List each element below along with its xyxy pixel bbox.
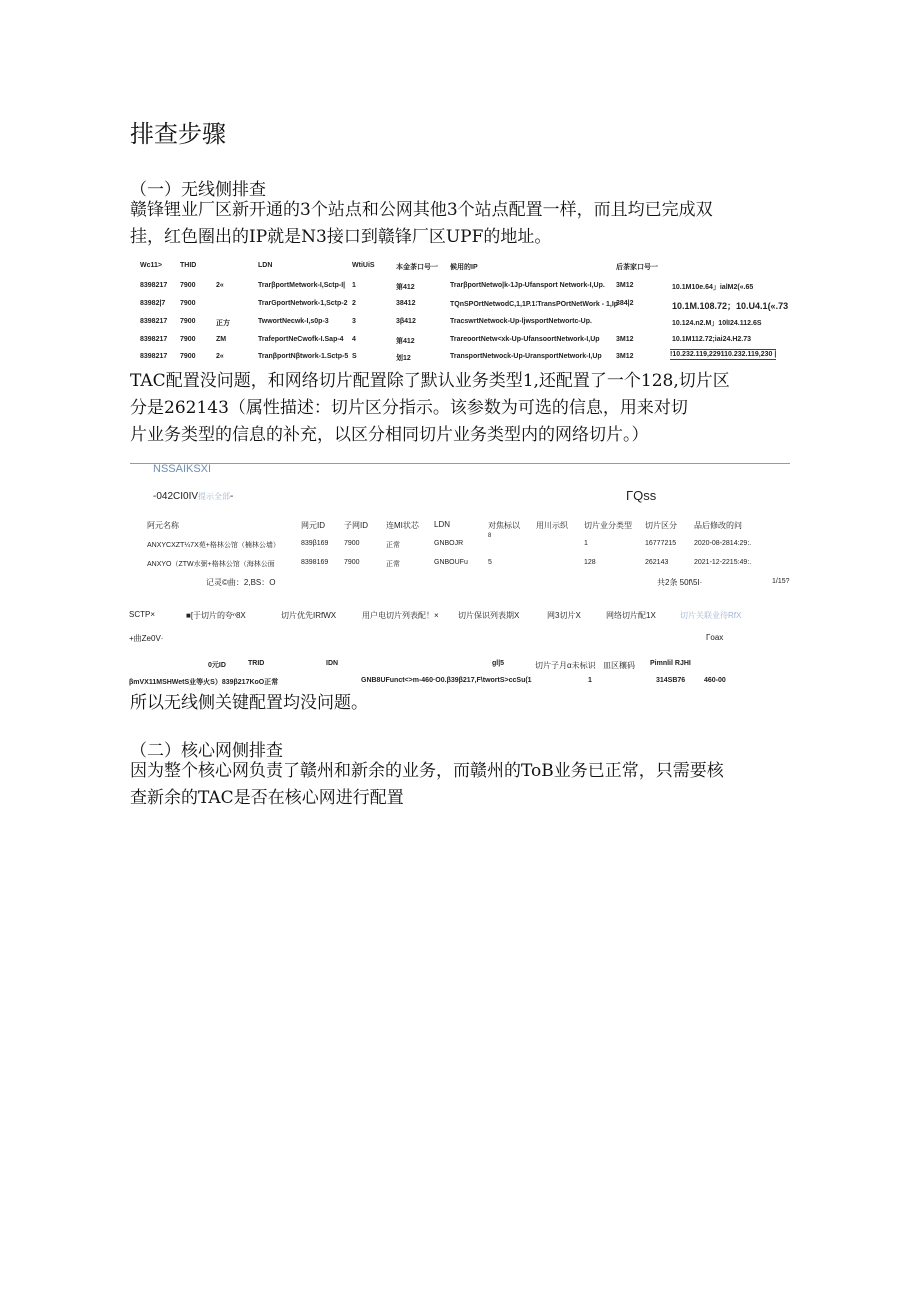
sub-table-header: 皿区穰码 [603, 661, 635, 670]
table-cell: 2« [216, 282, 224, 289]
conclusion-line: 所以无线侧关键配置均没问题。 [130, 693, 368, 713]
tab-user-slice-list[interactable]: 用户电切片列表配！× [362, 611, 439, 620]
table-cell: 8398217 [140, 336, 168, 343]
table-header: Wc11> [140, 262, 162, 269]
table-cell: 第412 [396, 338, 415, 345]
table-cell: 839β169 [301, 540, 329, 547]
table-cell: 正常 [386, 542, 400, 549]
table-cell: 2021-12-2215:49:. [694, 559, 752, 566]
table-cell: 7900 [180, 336, 196, 343]
table-cell: TransportNetwock-Up-UransportNetwork-I,Up [450, 353, 602, 360]
table-row-name[interactable]: ANXYO（ZTW水弼+格林公馆（海林公面 [147, 561, 275, 568]
tab-net-slice[interactable]: 网3切片X [547, 611, 581, 620]
section-2-paragraph [130, 758, 800, 812]
table-cell: TranβportNβtwork-1.Sctp-5 [258, 353, 349, 360]
table-cell: 7900 [344, 559, 360, 566]
table-cell: 第412 [396, 284, 415, 291]
paragraph-line: 分是262143（属性描述：切片区分指示。该参数为可选的信息，用来对切 [130, 398, 688, 418]
table-cell: 10.124.n2.M」10lI24.112.6S [672, 320, 762, 327]
panel-toolbar-add[interactable]: +曲Ze0V· [129, 634, 164, 643]
station-config-table [140, 258, 790, 368]
table-cell: TwwortNecwk-I,s0p-3 [258, 318, 329, 325]
table-cell: 10.1M10e.64」ialM2(«.65 [672, 284, 754, 291]
table-header: 后茶家口号一 [616, 264, 658, 271]
table-cell: TrarβportNetwo|k-1Jp-Ufansport Network-I,Up. [450, 282, 605, 289]
table-cell: TQnSPOrtNetwodC,1,1P.1∶TransPOrtNetWork - 1,Ip [450, 301, 619, 308]
table-cell: 7900 [180, 318, 196, 325]
sub-table-header: gl|5 [492, 660, 505, 667]
table-cell: GNBOUFu [434, 559, 468, 566]
table-cell: 8398217 [140, 353, 168, 360]
table-cell: 2020-08-2814:29:. [694, 540, 752, 547]
table-cell: 384|2 [616, 300, 634, 307]
tab-slice-id-list[interactable]: 切片保识列表期X [458, 611, 520, 620]
panel-table-header: 用川示织 [536, 521, 568, 530]
section-1-title: （一）无线侧排查 [130, 180, 266, 200]
sub-table-header: 0元ID [208, 662, 226, 669]
panel-table-header: 网元ID [301, 521, 325, 530]
section-1-paragraph [130, 197, 800, 251]
table-cell: 划12 [396, 355, 411, 362]
table-cell: TrarGportNetwork-1,Sctp-2 [258, 300, 348, 307]
table-cell: GNBOJR [434, 540, 464, 547]
table-cell: 16777215 [645, 540, 677, 547]
table-cell: 2 [352, 300, 356, 307]
paragraph-line: TAC配置没问题，和网络切片配置除了默认业务类型1,还配置了一个128,切片区 [130, 371, 730, 391]
panel-subtitle-prefix: -042CI0IV [153, 491, 199, 502]
table-cell: 5 [488, 559, 492, 566]
table-cell: TracswrtNetwock-Up-ljwsportNetwortc-Up. [450, 318, 592, 325]
table-cell: S [352, 353, 357, 360]
table-header: 候用的IP [450, 264, 478, 271]
table-cell: TrarβportMetwork-I,Sctp-I| [258, 282, 346, 289]
table-cell: 10.1M.108.72；10.U4.1(«.73 [672, 301, 789, 311]
panel-footer-record: 记灵©曲：2,BS：O [206, 578, 276, 587]
sub-table-header: 切片子月α未标识 [535, 661, 596, 670]
table-cell: TrafeportNeCwofk-I.Sap-4 [258, 336, 344, 343]
table-cell: 1 [352, 282, 356, 289]
panel-subtitle [153, 491, 233, 502]
table-cell: !10.232.119,229110.232.119,230 | [670, 351, 777, 358]
table-cell: 262143 [645, 559, 669, 566]
slice-config-paragraph [130, 368, 800, 449]
panel-top-rule [130, 463, 790, 464]
panel-table-header: 子网ID [344, 521, 368, 530]
table-cell: 8398217 [140, 282, 168, 289]
page-heading: 排查步骤 [130, 120, 226, 148]
table-cell: 8398217 [140, 318, 168, 325]
panel-table-header: 对焦标以 [488, 521, 520, 530]
table-cell: 128 [584, 559, 596, 566]
sub-table-cell: 314SB76 [656, 677, 686, 684]
paragraph-line: 赣锋锂业厂区新开通的3个站点和公网其他3个站点配置一样，而且均已完成双 [130, 200, 713, 220]
table-cell: 3 [352, 318, 356, 325]
table-cell: 4 [352, 336, 356, 343]
table-cell: 7900 [180, 353, 196, 360]
panel-table-header-extra: 8 [488, 533, 492, 539]
tab-net-slice-config[interactable]: 网络切片配1X [606, 611, 656, 620]
panel-title: NSSAIKSXI [153, 463, 212, 475]
tab-slice-related[interactable]: ■[于切片的夸ⁿ8X [186, 611, 246, 620]
table-header: LDN [258, 262, 273, 269]
sub-table-header: Pimnlil RJHI [650, 660, 691, 667]
paragraph-line: 片业务类型的信息的补充，以区分相同切片业务类型内的网络切片。） [130, 425, 649, 445]
panel-subtitle-suffix: - [230, 491, 234, 502]
table-cell: 3β412 [396, 318, 416, 325]
pagination-summary: 共2条 50f\5I· [657, 578, 703, 587]
panel-table-header: 切片业分类型 [584, 521, 632, 530]
sub-table-header: TRID [248, 660, 265, 667]
panel-table-header: 阿元名称 [147, 521, 179, 530]
panel-toolbar-right[interactable]: Γoax [706, 633, 724, 642]
table-cell: 正方 [216, 320, 230, 327]
paragraph-line: 挂，红色圈出的IP就是N3接口到赣锋厂区UPF的地址。 [130, 227, 552, 247]
table-cell: 7900 [344, 540, 360, 547]
table-header: THID [180, 262, 197, 269]
table-cell: 1 [584, 540, 588, 547]
table-cell: TrareoortNetw<xk-Up-UfansoortNetwork-I,Up [450, 336, 600, 343]
table-cell: 38412 [396, 300, 416, 307]
panel-table-header: LDN [434, 520, 451, 529]
panel-table-header: 连MI状芯 [386, 521, 419, 530]
table-cell: 10.1M112.72;iai24.H2.73 [672, 336, 752, 343]
table-cell: 2« [216, 353, 224, 360]
table-row-name[interactable]: ANXYCXZT¼7X苑+格林公馆（楠林公墙） [147, 542, 280, 549]
panel-table-header: 品后修改的问 [694, 521, 742, 530]
tab-slice-service[interactable]: 切片关联业待RfX [680, 611, 742, 620]
table-cell: 83982|7 [140, 300, 166, 307]
show-all-link[interactable]: 提示全部 [198, 492, 231, 501]
tab-slice-priority[interactable]: 切片优先IRfWX [281, 611, 337, 620]
paragraph-line: 因为整个核心网负责了赣州和新余的业务，而赣州的ToB业务已正常，只需要核 [130, 761, 724, 781]
table-cell: 8398169 [301, 559, 329, 566]
table-header: 本金茶口号一 [396, 264, 438, 271]
pagination-page[interactable]: 1/15? [772, 578, 790, 585]
panel-right-label: ΓQss [626, 488, 657, 503]
tab-sctp[interactable]: SCTP× [129, 610, 156, 619]
sub-table-cell: 1 [588, 677, 592, 684]
table-cell: 正常 [386, 561, 400, 568]
sub-table-header: IDN [326, 660, 339, 667]
sub-table-cell: 460-00 [704, 677, 726, 684]
table-cell: 3M12 [616, 336, 634, 343]
table-cell: 3M12 [616, 353, 634, 360]
sub-table-cell[interactable]: βmVX11MSHWetS业等火S）839β217KoO正常 [129, 679, 279, 686]
table-cell: 7900 [180, 300, 196, 307]
table-header: WtiUiS [352, 262, 375, 269]
table-cell: 7900 [180, 282, 196, 289]
panel-table-header: 切片区分 [645, 521, 677, 530]
sub-table-cell: GNB8UFunct<>m-460·O0.β39β217,F\twortS>ccSu(1 [361, 677, 532, 684]
table-cell: 3M12 [616, 282, 634, 289]
paragraph-line: 查新余的TAC是否在核心网进行配置 [130, 788, 404, 808]
section-2-title: （二）核心网侧排查 [130, 741, 283, 761]
table-cell: ZM [216, 336, 227, 343]
